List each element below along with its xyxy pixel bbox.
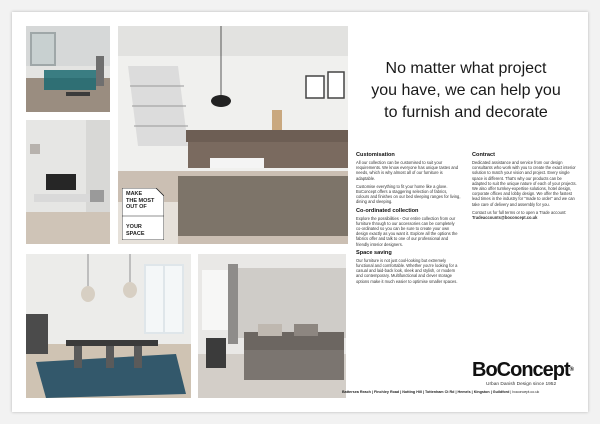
headline-line-2: you have, we can help you bbox=[371, 82, 561, 99]
photo-teal-sofa-room bbox=[26, 26, 110, 112]
sign-line-1: MAKE bbox=[126, 191, 143, 197]
left-text-column bbox=[356, 152, 461, 287]
logo-trademark: ® bbox=[569, 367, 574, 373]
make-the-most-sign bbox=[122, 188, 164, 240]
headline-line-3: to furnish and decorate bbox=[384, 104, 548, 121]
space-saving-heading: Space saving bbox=[356, 249, 392, 256]
customisation-heading: Customisation bbox=[356, 152, 395, 158]
brochure-page bbox=[12, 12, 588, 412]
headline-line-1: No matter what project bbox=[385, 60, 547, 77]
headline bbox=[356, 58, 576, 124]
logo-wordmark bbox=[472, 360, 584, 380]
logo-name: BoConcept bbox=[472, 359, 570, 381]
contract-heading: Contract bbox=[472, 152, 495, 158]
sign-line-4: YOUR bbox=[126, 224, 142, 230]
website-link[interactable]: boconcept.co.uk bbox=[512, 390, 540, 394]
coordinated-heading: Co-ordinated collection bbox=[356, 207, 419, 214]
photo-media-room bbox=[26, 120, 110, 244]
sign-line-3: OUT OF bbox=[126, 204, 147, 210]
boconcept-logo bbox=[472, 360, 584, 388]
contract-paragraph: Dedicated assistance and service from our design consultants who work with you to create the exact interior solution to match your vision and project. Every single space is different. That's why our products can be adapted to suit the unique nature of each of your projects. We also offer turnkey-expertise solutions, hotel design, corporate offices and lobby design. We offer the fastest lead times in the industry for "made to order" and we can take care of delivery and assembly for you. bbox=[472, 160, 577, 207]
trade-account-email[interactable]: Tradeaccounts@boconcept.co.uk bbox=[472, 215, 538, 221]
trade-account-paragraph bbox=[472, 210, 577, 220]
footer-separator: | bbox=[510, 390, 513, 394]
right-text-column bbox=[472, 152, 577, 223]
coordinated-paragraph: Explore the possibilities - Our entire collection from our furniture through to our accessories can be completely co-ordinated so you can be sure to create your own design exactly as you want it. Explore all the options the fabrics offer and talk to one of our professional and friendly interior designers. bbox=[356, 215, 458, 247]
logo-tagline: Urban Danish Design since 1952 bbox=[486, 382, 557, 387]
sign-line-5: SPACE bbox=[126, 230, 145, 237]
store-footer bbox=[342, 390, 582, 395]
customisation-paragraph-1: All our collection can be customised to suit your requirements. We know everyone has unique tastes and needs, which is why almost all of our furniture is adaptable. bbox=[356, 160, 459, 181]
photo-dining-room bbox=[26, 254, 191, 398]
sign-line-2: THE MOST bbox=[126, 197, 155, 204]
space-saving-paragraph: Our furniture is not just cool-looking but extremely functional and comfortable. Whether you're looking for a casual and laid-back look, sleek and stylish, or modern and contemporary. Multifunctional and clever storage options make it much easier to optimise smaller spaces. bbox=[356, 257, 458, 284]
photo-bedroom bbox=[198, 254, 346, 398]
customisation-paragraph-2: Customise everything to fit your home like a glove. BoConcept offers a staggering selection of fabrics, colours and finishes on our bed sleeping ranges for living, dining and sleeping. bbox=[356, 183, 461, 205]
store-list: Battersea Reach | Finchley Road | Notting Hill | Tottenham Ct Rd | Hemels | Kingston | Guildford bbox=[342, 390, 510, 394]
trade-account-text: Contact us for full terms or to open a Trade account: bbox=[472, 209, 567, 215]
